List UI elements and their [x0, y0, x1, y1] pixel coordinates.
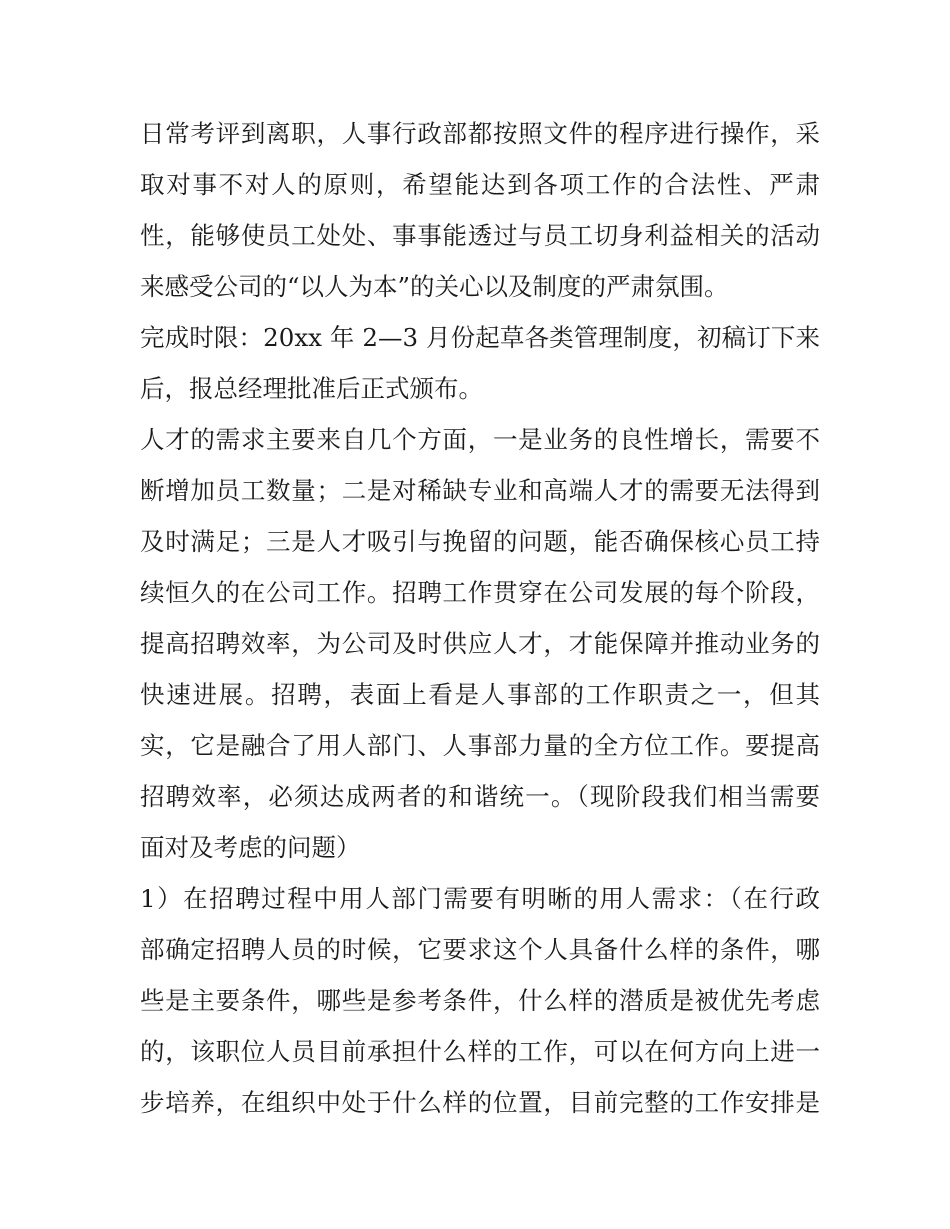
text-line: 断增加员工数量；二是对稀缺专业和高端人才的需要无法得到 — [140, 476, 820, 505]
text-line: 及时满足；三是人才吸引与挽留的问题，能否确保核心员工持 — [140, 527, 820, 556]
text-line: 面对及考虑的问题） — [140, 833, 361, 862]
text-line: 部确定招聘人员的时候，它要求这个人具备什么样的条件，哪 — [140, 935, 820, 964]
text-line: 步培养，在组织中处于什么样的位置，目前完整的工作安排是 — [140, 1088, 820, 1117]
text-line: 来感受公司的“以人为本”的关心以及制度的严肃氛围。 — [140, 272, 729, 301]
text-line: 快速进展。招聘，表面上看是人事部的工作职责之一，但其 — [140, 680, 820, 709]
text-line: 的，该职位人员目前承担什么样的工作，可以在何方向上进一 — [140, 1037, 820, 1066]
text-line: 续恒久的在公司工作。招聘工作贯穿在公司发展的每个阶段， — [140, 578, 820, 607]
text-line: 后，报总经理批准后正式颁布。 — [140, 374, 483, 403]
text-line: 日常考评到离职，人事行政部都按照文件的程序进行操作，采 — [140, 119, 820, 148]
text-line: 1）在招聘过程中用人部门需要有明晰的用人需求：（在行政 — [140, 884, 820, 913]
text-line: 完成时限：20xx 年 2—3 月份起草各类管理制度，初稿订下来 — [140, 323, 820, 352]
text-line: 性，能够使员工处处、事事能透过与员工切身利益相关的活动 — [140, 221, 820, 250]
text-line: 提高招聘效率，为公司及时供应人才，才能保障并推动业务的 — [140, 629, 820, 658]
text-line: 取对事不对人的原则，希望能达到各项工作的合法性、严肃 — [140, 170, 820, 199]
document-body — [140, 108, 820, 1128]
text-line: 招聘效率，必须达成两者的和谐统一。（现阶段我们相当需要 — [140, 782, 820, 811]
text-line: 人才的需求主要来自几个方面，一是业务的良性增长，需要不 — [140, 425, 820, 454]
text-line: 些是主要条件，哪些是参考条件，什么样的潜质是被优先考虑 — [140, 986, 820, 1015]
text-line: 实，它是融合了用人部门、人事部力量的全方位工作。要提高 — [140, 731, 820, 760]
